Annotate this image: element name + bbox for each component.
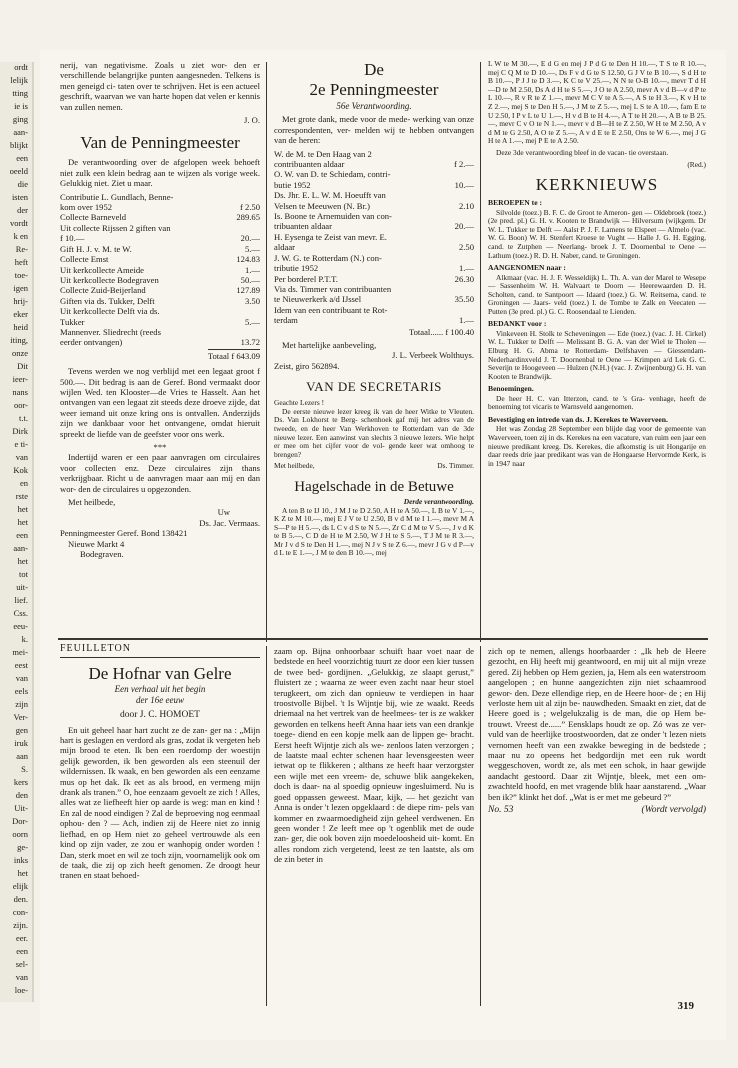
feuilleton-text-2: zaam op. Bijna onhoorbaar schuift haar voet naar de bedstede en heel voorzichtig tuurt ze door een kier tussen de twee bed- gordijnen. „Gelukkig, ze slaapt gerust,” fluistert ze ; waarna ze weer even zacht naar heur stoel terugkeert, om zich dan opnieuw te verdiepen in haar troostvolle Bijbel. 't Is Wijntje bij, wie ze waakt. Reeds driemaal na het vertrek van de heelmees- ter is ze wakker geworden en telkens heeft Anna haar iets van een drankje toege- diend en een kopje melk aan de lippen ge- bracht. Eerst heeft Wijntje zich als we- zenloos laten verzorgen ; de laatste maal echter schenen haar levensgeesten weer ietwat op te flikkeren ; althans ze heeft haar verzorgster een wijle met een vreem- de, schuwe blik aangekeken, doch is daar- na al spoedig opnieuw ingesluimerd. Nu is goed oppassen geweest. Maar, kijk, — het gezicht van Anna is onder 't lezen opgeklaard : de diepe rim- pels van kommer en zwaarmoedigheid zijn geheel verdwenen. En geen wonder ! Ze leeft mee op 't ogenblik met de oude zan- ger, die ook boven zijn moedeloosheid uit- komt. En alles rondom zich vergetend, leest ze ten laatste, als om de zin beter in: [274, 646, 474, 865]
strip-fragment: eer.: [15, 933, 28, 943]
hagelschade-subtitle: Derde verantwoording.: [403, 496, 474, 506]
strip-fragment: oeeld: [9, 166, 28, 176]
second-treasurer-title-1: De: [364, 60, 384, 79]
address-line-1: Penningmeester Geref. Bond 138421: [60, 528, 188, 539]
strip-fragment: ge-: [17, 842, 28, 852]
ledger-row: [274, 232, 474, 242]
ledger-row: [60, 285, 260, 295]
ledger-description: Giften via ds. Tukker, Delft: [60, 295, 155, 306]
strip-fragment: het: [17, 868, 28, 878]
ledger-amount: 124.83: [236, 254, 260, 265]
bevestiging-label: Bevestiging en intrede van ds. J. Kerekes te Waverveen.: [488, 415, 668, 425]
ledger-description: Idem van een contribuant te Rot-: [274, 304, 388, 315]
strip-fragment: zijn.: [13, 920, 28, 930]
uw: Uw: [217, 507, 230, 518]
strip-fragment: oorn: [12, 829, 28, 839]
ledger-amount: f 2.—: [453, 159, 474, 170]
ledger-row: [274, 180, 474, 190]
secretaris-body: De eerste nieuwe lezer kreeg ik van de heer Witke te Vleuten. Ds. Van Lokhorst te Berg- schenhoek gaf mij het adres van de tweede, en de heer Van Werkhoven te Rotterdam van de 3de nieuwe lezer. Een aanwinst van slechts 3 nieuwe lezers. Wie helpt er mee om het cijfer voor de vol- gende keer wat omhoog te brengen?: [274, 406, 474, 459]
strip-fragment: een: [16, 946, 28, 956]
ledger-description: Uit kerkcollecte Delft via ds.: [60, 306, 160, 317]
strip-fragment: k.: [21, 634, 28, 644]
penningmeester-intro: De verantwoording over de afgelopen week behoeft niet zulk een klein bedrag aan te wijzen als vorige week. Gelukkig niet. Ziet u maar.: [60, 157, 260, 189]
ledger-amount: 20.—: [240, 233, 260, 244]
strip-fragment: iruk: [14, 738, 28, 748]
ledger-description: Mannenver. Sliedrecht (reeds: [60, 326, 161, 337]
bedankt-label: BEDANKT voor :: [488, 319, 547, 329]
strip-fragment: isten: [11, 192, 28, 202]
ledger-description: H. Eysenga te Zeist van mevr. E.: [274, 231, 387, 242]
strip-fragment: en: [19, 478, 28, 488]
ledger-amount: 35.50: [454, 294, 474, 305]
ledger-description: Uit kerkcollecte Bodegraven: [60, 274, 159, 285]
feuilleton-column-3: [488, 646, 706, 1006]
ledger-amount: 5.—: [244, 243, 260, 254]
strip-fragment: nans: [12, 387, 28, 397]
second-treasurer-total: Totaal...... f 100.40: [408, 326, 474, 337]
ledger-row: [60, 296, 260, 306]
section-stars: ***: [153, 442, 167, 452]
ledger-description: Collecte Barneveld: [60, 212, 127, 223]
strip-fragment: igen: [13, 283, 28, 293]
strip-fragment: een: [16, 153, 28, 163]
ledger-amount: 20.—: [454, 221, 474, 232]
ledger-description: Tukker: [60, 316, 85, 327]
strip-fragment: Dirk: [12, 426, 28, 436]
strip-fragment: lelijk: [10, 75, 28, 85]
feuilleton-subtitle-2: der 16e eeuw: [136, 694, 184, 705]
feuilleton-text-3: zich op te nemen, allengs hoorbaarder : „Ik heb de Heere gezocht, en Hij heeft mij geantwoord, en mij uit al mijn vreze gered. Zij hebben op Hem gezien, ja, Hem als een waterstroom aangelopen ; en hunne aangezichten zijn niet schaamrood gewor- den. Deze ellendige riep, en de Heere hoor- de ; en Hij verloste hem uit al zijn be- nauwdheden. Smaakt en ziet, dat de Heere goed is ; welgelukzalig is de man, die op Hem be- trouwt. Vreest de......” Eensklaps houdt ze op. Zó was ze ver- vuld van de heerlijke troostwoorden, dat ze onder 't lezen niets vernomen heeft van een zwakke beweging in de bedstede ; maar nu zo opeens het bedgordijn met een ruk wordt weggeschoven, wordt ze, als met een schok, in haar gewijde aandacht gestoord. Daar zit Wijntje, bleek, met een om- zwachteld hoofd, en met vragende blik haar aanstarend. „Waar ben ik?” klinkt het dof. „Wat is er met me gebeurd ?”: [488, 646, 706, 802]
ledger-amount: 1.—: [458, 315, 474, 326]
column-divider: [266, 62, 267, 642]
ledger-amount: 127.89: [236, 285, 260, 296]
ledger-row: [60, 317, 260, 327]
ledger-description: contribuanten aldaar: [274, 159, 345, 170]
ledger-row: [274, 211, 474, 221]
strip-fragment: ging: [12, 114, 28, 124]
strip-fragment: van: [15, 673, 28, 683]
page-number: 319: [677, 1000, 694, 1012]
beroepen-text: Silvolde (toez.) B. F. C. de Groot te Ameron- gen — Oldebroek (toez.) (2e pred. pl.) G. H. v. Kooten te Brandwijk — Hilversum (wijkgem. Dr W. L. Tukker te Delft — Aalst P. J. F. Lamens te Elspeet — Almelo (vac. W. G. Boon) W. H. Stenfert Kroese te Vught — Halle J. G. H. Egging, cand. te Zutphen — Neerlang- broek J. T. Doornenbal te Oene — Lathum (toez.) R. D. H. Naber, cand. te Groningen.: [488, 207, 706, 260]
ledger-row: [274, 263, 474, 273]
ledger-amount: 50.—: [240, 274, 260, 285]
ledger-row: [60, 327, 260, 337]
strip-fragment: kers: [13, 777, 28, 787]
ledger-description: Uit kerkcollecte Ameide: [60, 264, 144, 275]
ledger-row: [274, 253, 474, 263]
ledger-row: [60, 337, 260, 347]
aangenomen-text: Alkmaar (vac. H. J. F. Wesseldijk) L. Th. A. van der Marel te Wesepe — Sassenheim W. H. Walvaart te Doorn — Heerewaarden D. H. Scholten, cand. te Santpoort — Idaard (toez.) G. W. Reitsema, cand. te Groningen — Jaars- veld (toez.) I. de Tombe te Zalk en Veecaten — Putten (3e pred. pl.) G. C. Roosendaal te Lienden.: [488, 272, 706, 316]
address-line-2: Nieuwe Markt 4: [68, 538, 125, 549]
signature: Ds. Jac. Vermaas.: [199, 517, 260, 528]
column-divider: [480, 62, 481, 642]
strip-fragment: het: [17, 504, 28, 514]
hagelschade-note: Deze 3de verantwoording bleef in de vacan- tie overstaan.: [496, 147, 669, 157]
column-3: [488, 60, 706, 645]
ledger-description: Contributie L. Gundlach, Benne-: [60, 191, 174, 202]
strip-fragment: het: [17, 517, 28, 527]
ledger-row: [60, 275, 260, 285]
strip-fragment: den.: [13, 894, 28, 904]
ledger-description: tributie 1952: [274, 263, 319, 274]
aangenomen-label: AANGENOMEN naar :: [488, 263, 566, 273]
ledger-row: [60, 233, 260, 243]
second-treasurer-giro: Zeist, giro 562894.: [274, 360, 340, 371]
ledger-description: Is. Boone te Arnemuiden van con-: [274, 211, 392, 222]
strip-fragment: ie is: [14, 101, 28, 111]
ledger-description: Per borderel P.T.T.: [274, 273, 338, 284]
intro-text: nerij, van negativisme. Zoals u ziet wor- den er verschillende belangrijke punten aangesneden. Telkens is men geneigd ci- taten over te schrijven. Het is een actueel geschrift, waarvan we van harte hopen dat velen er kennis van zullen nemen.: [60, 60, 260, 112]
feuilleton-number: No. 53: [488, 805, 514, 816]
strip-fragment: con-: [12, 907, 28, 917]
column-2: [274, 60, 474, 645]
strip-fragment: Re-: [15, 244, 28, 254]
strip-fragment: heid: [13, 322, 28, 332]
strip-fragment: eker: [13, 309, 28, 319]
page-sheet: [40, 50, 726, 1040]
ledger-description: Via ds. Timmer van contribuanten: [274, 283, 392, 294]
strip-fragment: Kok: [13, 465, 28, 475]
ledger-amount: 3.50: [244, 295, 260, 306]
strip-fragment: Css.: [13, 608, 28, 618]
strip-fragment: elijk: [12, 881, 28, 891]
second-treasurer-greeting: Met hartelijke aanbeveling,: [282, 339, 377, 350]
ledger-amount: 26.30: [454, 273, 474, 284]
ledger-row: [60, 223, 260, 233]
ledger-row: [60, 306, 260, 316]
ledger-description: Uit collecte Rijssen 2 giften van: [60, 222, 171, 233]
second-treasurer-signature: J. L. Verbeek Wolthuys.: [391, 350, 474, 361]
feuilleton-label: FEUILLETON: [60, 644, 260, 658]
greeting: Met heilbede,: [68, 497, 116, 508]
strip-fragment: aan-: [13, 127, 28, 137]
ledger-description: Gift H. J. v. M. te W.: [60, 243, 132, 254]
ledger-description: aldaar: [274, 242, 295, 253]
ledger-description: Collecte Zuid-Beijerland: [60, 285, 146, 296]
strip-fragment: gen: [15, 725, 28, 735]
intro-signature: J. O.: [244, 115, 260, 126]
strip-fragment: mei-: [12, 647, 28, 657]
ledger-amount: 2.10: [458, 200, 474, 211]
ledger-amount: 289.65: [236, 212, 260, 223]
ledger-row: [274, 315, 474, 325]
ledger-description: W. de M. te Den Haag van 2: [274, 148, 372, 159]
column-1: [60, 60, 260, 645]
circulaires-paragraph: Indertijd waren er een paar aanvragen om circulaires voor collecten enz. Deze circulaires zijn thans verkrijgbaar. Richt u de aanvragen maar aan mij en dan wor- den de circulaires u opgezonden.: [60, 452, 260, 494]
strip-fragment: ieer-: [12, 374, 28, 384]
hagelschade-list-cont: L W te M 30.—, E d G en mej J P d G te Den H 10.—, T S te R 10.—, mej C Q M te D 10.—, Ds F v d G te S 12.50, G J V te B 10.—, S d H te B 10.—, P J J te D 3.—, K C te V 25.—, N N te O-B 10.—, mevr T d H—D te M 2.50, Ds A d H te S 5.—, J O te A 2.50, mevr A v d B—v d P te L 10.—, R v R te Z 1.—, mevr M C V te A 5.—, A S te H 3.—, K v H te Z 2.—, mej S te Den H 5.—, J M te Z 5.—, mej L S te A 10.—, fam E te U 2.50, I P v L te U 1.—, H v d B te H 4.—, A T te H 20.—, A B te B 25.—, mevr C v O te N 1.—, mevr v d B—H te Z 2.50, W H te M 2.50, A v d M te G 2.50, A O te Z 5.—, A v d E te E 2.50, Ons te W 6.—, mej J G H te A 1.—, mej P E te A 2.50.: [488, 60, 706, 146]
strip-fragment: oor-: [14, 400, 28, 410]
beroepen-label: BEROEPEN te :: [488, 198, 542, 208]
strip-fragment: Dor-: [12, 816, 28, 826]
ledger-description: Ds. Jhr. E. L. W. M. Hoeufft van: [274, 190, 386, 201]
strip-fragment: den: [15, 790, 28, 800]
strip-fragment: het: [17, 556, 28, 566]
strip-fragment: iting,: [10, 335, 28, 345]
strip-fragment: Dit: [17, 361, 28, 371]
ledger-row: [274, 190, 474, 200]
strip-fragment: toe-: [14, 270, 28, 280]
strip-fragment: sel-: [15, 959, 28, 969]
second-treasurer-title-2: 2e Penningmeester: [309, 80, 439, 99]
ledger-row: [60, 202, 260, 212]
strip-fragment: van: [15, 972, 28, 982]
strip-fragment: aan: [16, 751, 28, 761]
second-treasurer-subtitle: 56e Verantwoording.: [336, 101, 412, 111]
ledger-row: [274, 305, 474, 315]
column-divider: [480, 646, 481, 1006]
ledger-amount: 13.72: [240, 337, 260, 348]
feuilleton-continued: (Wordt vervolgd): [641, 805, 706, 816]
penningmeester-total: Totaal f 643.09: [207, 350, 260, 361]
ledger-description: Collecte Emst: [60, 254, 109, 265]
strip-fragment: blijkt: [10, 140, 28, 150]
strip-fragment: loe-: [14, 985, 28, 995]
ledger-amount: 1.—: [244, 264, 260, 275]
penningmeester-title: Van de Penningmeester: [80, 133, 240, 153]
secretaris-title: VAN DE SECRETARIS: [306, 379, 442, 395]
strip-fragment: vordt: [10, 218, 28, 228]
hagelschade-red: (Red.): [687, 159, 706, 169]
feuilleton-column-1: [60, 644, 260, 1009]
feuilleton-column-2: [274, 646, 474, 1011]
strip-fragment: ordt: [14, 62, 28, 72]
strip-fragment: zijn: [15, 699, 28, 709]
ledger-description: O. W. van D. te Schiedam, contri-: [274, 169, 391, 180]
ledger-description: butie 1952: [274, 179, 311, 190]
address-line-3: Bodegraven.: [80, 549, 124, 560]
strip-fragment: eels: [14, 686, 28, 696]
hagelschade-title: Hagelschade in de Betuwe: [294, 478, 454, 495]
ledger-row: [274, 294, 474, 304]
ledger-row: [274, 159, 474, 169]
ledger-description: terdam: [274, 315, 298, 326]
secretaris-signature: Ds. Timmer.: [437, 461, 474, 471]
ledger-row: [60, 265, 260, 275]
strip-fragment: hrij-: [13, 296, 28, 306]
secretaris-greeting-2: Met heilbede,: [274, 461, 315, 471]
strip-fragment: lief.: [14, 595, 28, 605]
benoemingen-label: Benoemingen.: [488, 384, 534, 394]
ledger-description: Velsen te Meeuwen (N. Br.): [274, 200, 370, 211]
secretaris-greeting: Geachte Lezers !: [274, 398, 325, 408]
ledger-amount: 5.—: [244, 316, 260, 327]
ledger-amount: 1.—: [458, 263, 474, 274]
strip-fragment: eeu-: [13, 621, 28, 631]
strip-fragment: S.: [21, 764, 28, 774]
strip-fragment: tot: [19, 569, 28, 579]
strip-fragment: e ti-: [14, 439, 28, 449]
ledger-row: [274, 242, 474, 252]
benoemingen-text: De heer H. C. van Itterzon, cand. te 's Gra- venhage, heeft de benoeming tot vicaris te Warnsveld aangenomen.: [488, 393, 706, 412]
strip-fragment: rste: [15, 491, 28, 501]
strip-fragment: onze: [11, 348, 28, 358]
ledger-amount: 2.50: [458, 242, 474, 253]
strip-fragment: k en: [13, 231, 28, 241]
bevestiging-text: Het was Zondag 28 September een blijde dag voor de gemeente van Waverveen, toen zij in ds. Kerekes na een vacature, van ruim een jaar een nieuwe predikant kreeg. Ds. Kerekes, die afkomstig is uit Hongarije en daar reeds drie jaar predikant was van de Hongaarse Hervormde Kerk, is in 1947 naar: [488, 424, 706, 468]
ledger-description: f 10.—: [60, 233, 85, 244]
column-divider: [266, 646, 267, 1006]
bedankt-text: Vinkeveen H. Stolk te Scheveningen — Ede (toez.) (vac. J. H. Cirkel) W. L. Tukker te Delft — Melissant B. G. A. van der Wiel te Tholen — Elburg H. G. Abma te Rotterdam- Delfshaven — Giessendam-Nederhardinxveld J. T. Doornenbal te Oene — Krimpen a/d Lek G. C. Severijn te Hoogeveen — Hulzen (N.H.) (vac. J. Zwijnenburg) G. H. van Kooten te Brandwijk.: [488, 328, 706, 381]
ledger-description: tribuanten aldaar: [274, 221, 332, 232]
strip-fragment: een: [16, 530, 28, 540]
ledger-row: [60, 212, 260, 222]
penningmeester-ledger: [60, 192, 260, 348]
section-rule: [58, 638, 708, 640]
ledger-description: J. W. G. te Rotterdam (N.) con-: [274, 252, 382, 263]
feuilleton-subtitle-1: Een verhaal uit het begin: [114, 684, 206, 695]
strip-fragment: die: [17, 179, 28, 189]
ledger-description: eerder ontvangen): [60, 337, 123, 348]
strip-fragment: Uit-: [14, 803, 28, 813]
ledger-row: [274, 284, 474, 294]
strip-fragment: van: [15, 452, 28, 462]
ledger-row: [274, 169, 474, 179]
strip-fragment: t.t.: [19, 413, 28, 423]
strip-fragment: aan-: [13, 543, 28, 553]
strip-fragment: der: [17, 205, 28, 215]
ledger-amount: 10.—: [454, 179, 474, 190]
ledger-description: te Nieuwerkerk a/d IJssel: [274, 294, 362, 305]
ledger-row: [274, 274, 474, 284]
hagelschade-list: A ten B te IJ 10., J M J te D 2.50, A H te A 50.—, L B te V 1.—, K Z te M 10.—, mej E J V te U 2.50, B v d M te I 1.—, mevr M A S—P te H 5.—, ds L C v d S te N 5.—, Zr C d M te V 5.—, J v d K te B 5.—, C D de H te M 2.50, W J H te S 5.—, T J M te R 3.—, Mr J v d S te Den H 1.—, mej N J v S te Z 6.—, mevr J G v d P—v d L te E 1.—, J M te den B 10.—, mej: [274, 505, 474, 558]
ledger-description: kom over 1952: [60, 202, 113, 213]
strip-fragment: tting: [12, 88, 28, 98]
previous-page-edge: [0, 62, 34, 1002]
ledger-row: [274, 201, 474, 211]
feuilleton-author: door J. C. HOMOET: [120, 710, 200, 721]
second-treasurer-intro: Met grote dank, mede voor de mede- werking van onze correspondenten, ver- melden wij te hebben ontvangen van de heren:: [274, 114, 474, 146]
legaat-paragraph: Tevens werden we nog verblijd met een legaat groot f 500.—. Dit bedrag is aan de Geref. Bond vermaakt door wijlen Wed. ten Klooster—de Vries te Hasselt. Aan het ontvangen van een legaat zit steeds deze droeve zijde, dat weer iemand uit onze kring ons is ontvallen. Anderzijds zijn we dankbaar voor het ontvangene, omdat hieruit spreekt de liefde van de geefster voor ons werk.: [60, 366, 260, 439]
ledger-row: [60, 192, 260, 202]
second-treasurer-ledger: [274, 149, 474, 326]
ledger-row: [274, 149, 474, 159]
ledger-row: [60, 244, 260, 254]
feuilleton-title: De Hofnar van Gelre: [88, 664, 232, 684]
ledger-row: [274, 221, 474, 231]
strip-fragment: heft: [14, 257, 28, 267]
feuilleton-text-1: En uit geheel haar hart zucht ze de zan- ger na : „Mijn hart is geslagen en verdord als gras, zodat ik vergeten heb mijn brood te eten. Ik ben een roerdomp der woestijn gelijk geworden, ik ben geworden als een steenuil der wildernissen. Ik waak, en ben geworden als een eenzame mus op het dak. Ik eet as als brood, en vermeng mijn drank als tranen.” O, hoe eenzaam gevoelt ze zich ! Alles, alles wat ze liefheeft hier op aarde is weg: man en kind ! En zal de nood eindigen ? Zal de beproeving nog eenmaal ophou- den ? — Ach, indien zij de Heere niet zo innig liefhad, en op Hem niet zo geheel vertrouwde als een kind op zijn vader, ze zou er wanhopig onder worden ! Dan, sterk moet en wil ze toch zijn, voornamelijk ook om de taak, die zij op zich heeft genomen. Ze droogt heur tranen en staat behoed-: [60, 724, 260, 881]
strip-fragment: inks: [13, 855, 28, 865]
kerknieuws-title: KERKNIEUWS: [535, 175, 659, 195]
strip-fragment: uit-: [16, 582, 28, 592]
ledger-amount: f 2.50: [239, 202, 260, 213]
ledger-row: [60, 254, 260, 264]
strip-fragment: Ver-: [13, 712, 28, 722]
strip-fragment: eest: [14, 660, 28, 670]
